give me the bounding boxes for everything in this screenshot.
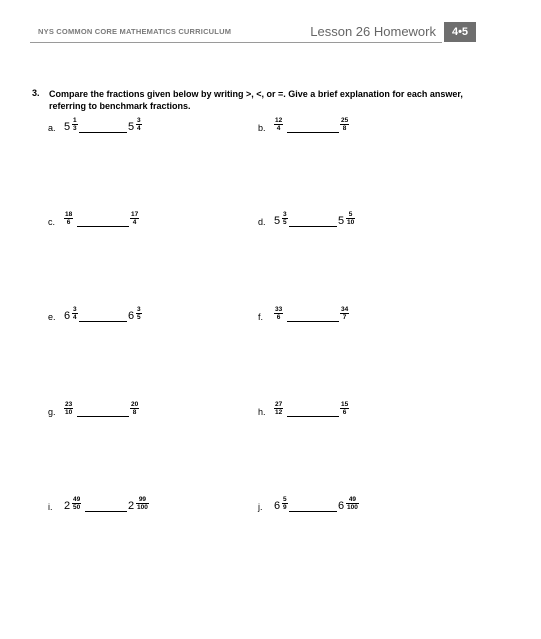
numerator: 5	[348, 211, 353, 218]
problem-d	[258, 211, 458, 241]
problem-g	[48, 401, 248, 431]
denominator: 5	[137, 314, 141, 321]
numerator: 25	[341, 117, 349, 124]
fraction	[130, 211, 139, 226]
denominator: 9	[283, 504, 287, 511]
fraction	[136, 496, 149, 511]
fraction	[340, 117, 349, 132]
fraction	[64, 401, 73, 416]
numerator: 27	[275, 401, 283, 408]
answer-blank[interactable]	[79, 132, 127, 133]
numerator: 34	[341, 306, 349, 313]
denominator: 12	[275, 409, 283, 416]
answer-blank[interactable]	[77, 416, 129, 417]
denominator: 3	[73, 125, 77, 132]
problem-c	[48, 211, 248, 241]
denominator: 10	[347, 219, 355, 226]
denominator: 7	[340, 313, 349, 321]
denominator: 50	[73, 504, 81, 511]
whole-number: 5	[64, 121, 71, 133]
fraction	[72, 496, 81, 511]
problem-letter: a.	[48, 123, 56, 133]
denominator: 6	[340, 408, 349, 416]
question-text: Compare the fractions given below by writing >, <, or =. Give a brief explanation for each answer, referring to benchmark fractions.	[49, 89, 463, 111]
numerator: 33	[275, 306, 283, 313]
problem-i	[48, 496, 248, 526]
whole-number: 5	[338, 215, 345, 227]
answer-blank[interactable]	[287, 321, 339, 322]
problem-letter: d.	[258, 217, 266, 227]
answer-blank[interactable]	[77, 226, 129, 227]
problem-b	[258, 117, 458, 147]
answer-blank[interactable]	[289, 226, 337, 227]
fraction	[136, 306, 142, 321]
problem-letter: c.	[48, 217, 56, 227]
fraction	[346, 496, 359, 511]
denominator: 5	[283, 219, 287, 226]
page-header	[30, 22, 476, 42]
fraction	[72, 306, 78, 321]
curriculum-title: NYS COMMON CORE MATHEMATICS CURRICULUM	[38, 27, 232, 36]
answer-blank[interactable]	[287, 132, 339, 133]
fraction	[64, 211, 73, 226]
numerator: 49	[348, 496, 357, 503]
numerator: 49	[73, 496, 81, 503]
denominator: 4	[73, 314, 77, 321]
answer-blank[interactable]	[289, 511, 337, 512]
whole-number: 5	[274, 215, 281, 227]
problem-letter: i.	[48, 502, 53, 512]
numerator: 15	[341, 401, 349, 408]
lesson-title: Lesson 26 Homework	[310, 24, 436, 39]
whole-number: 2	[128, 500, 135, 512]
header-rule	[30, 22, 442, 43]
denominator: 4	[274, 124, 283, 132]
denominator: 8	[130, 408, 139, 416]
numerator: 12	[275, 117, 283, 124]
numerator: 5	[283, 496, 287, 503]
grade-module-badge: 4•5	[444, 22, 476, 42]
numerator: 18	[65, 211, 73, 218]
denominator: 8	[340, 124, 349, 132]
whole-number: 6	[64, 310, 71, 322]
denominator: 6	[64, 218, 73, 226]
whole-number: 6	[338, 500, 345, 512]
numerator: 23	[65, 401, 73, 408]
problem-h	[258, 401, 458, 431]
problem-letter: f.	[258, 312, 264, 322]
fraction	[340, 306, 349, 321]
fraction	[274, 117, 283, 132]
problem-letter: e.	[48, 312, 56, 322]
problem-a	[48, 117, 248, 147]
problem-f	[258, 306, 458, 336]
numerator: 3	[283, 211, 287, 218]
problem-letter: b.	[258, 123, 266, 133]
numerator: 17	[131, 211, 139, 218]
whole-number: 6	[128, 310, 135, 322]
fraction	[346, 211, 355, 226]
numerator: 3	[73, 306, 77, 313]
fraction	[274, 306, 283, 321]
question-number: 3.	[32, 88, 40, 98]
denominator: 6	[274, 313, 283, 321]
denominator: 4	[137, 125, 141, 132]
fraction	[282, 496, 288, 511]
answer-blank[interactable]	[85, 511, 127, 512]
answer-blank[interactable]	[287, 416, 339, 417]
numerator: 99	[138, 496, 147, 503]
denominator: 100	[347, 504, 358, 511]
problem-letter: h.	[258, 407, 266, 417]
fraction	[72, 117, 78, 132]
whole-number: 5	[128, 121, 135, 133]
fraction	[274, 401, 283, 416]
answer-blank[interactable]	[79, 321, 127, 322]
fraction	[340, 401, 349, 416]
numerator: 1	[73, 117, 77, 124]
denominator: 4	[130, 218, 139, 226]
numerator: 3	[137, 306, 141, 313]
fraction	[136, 117, 142, 132]
whole-number: 2	[64, 500, 71, 512]
problem-j	[258, 496, 458, 526]
problem-letter: j.	[258, 502, 263, 512]
problem-letter: g.	[48, 407, 56, 417]
numerator: 3	[137, 117, 141, 124]
denominator: 100	[137, 504, 148, 511]
whole-number: 6	[274, 500, 281, 512]
fraction	[282, 211, 288, 226]
fraction	[130, 401, 139, 416]
numerator: 20	[131, 401, 139, 408]
problem-e	[48, 306, 248, 336]
denominator: 10	[65, 409, 73, 416]
